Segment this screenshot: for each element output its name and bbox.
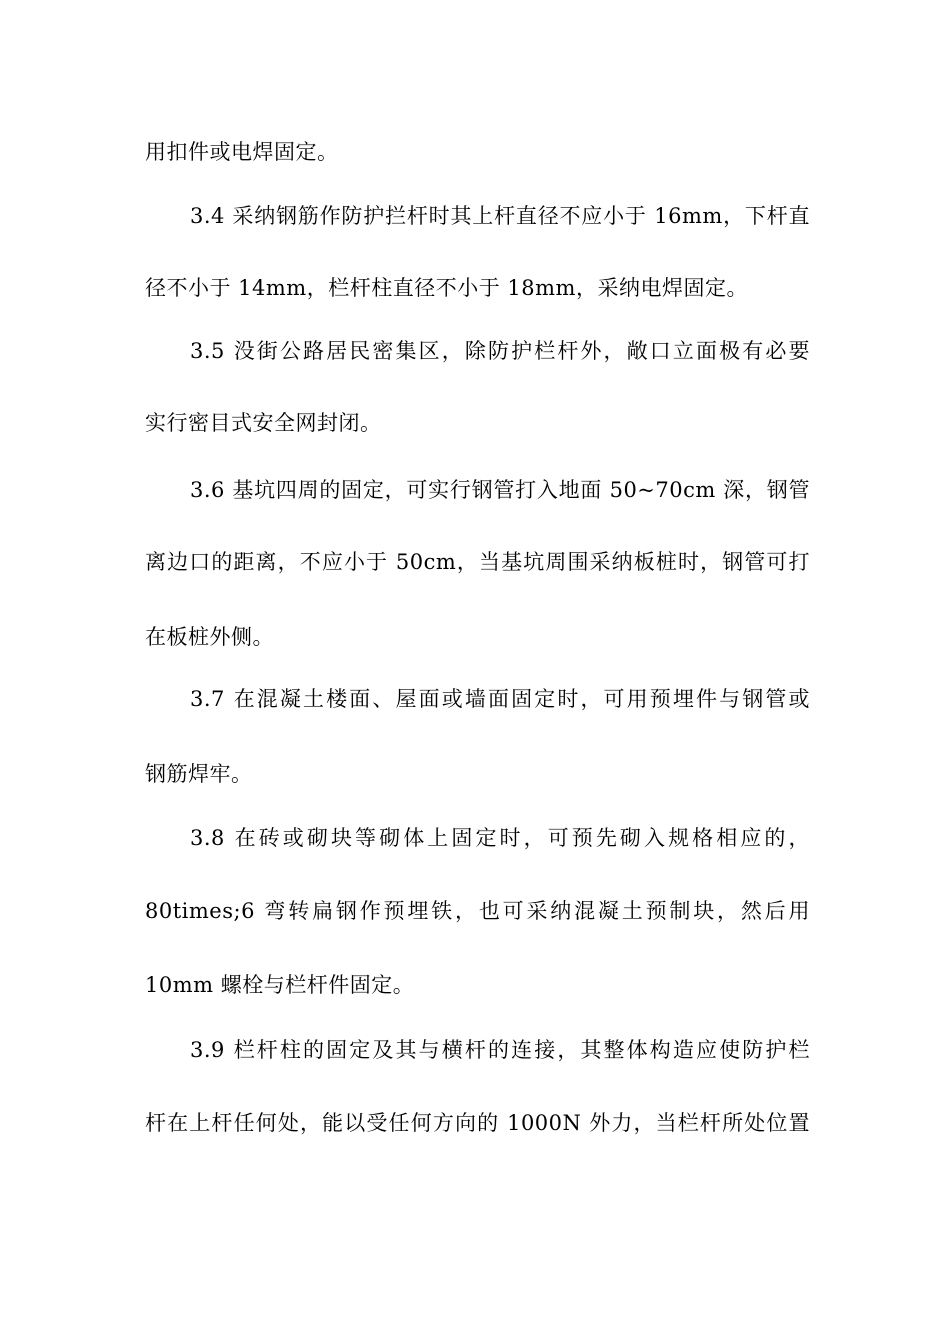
text-line: 实行密目式安全网封闭。 (145, 411, 382, 435)
text-line: 3.4 采纳钢筋作防护拦杆时其上杆直径不应小于 16mm，下杆直 (190, 204, 810, 228)
text-line: 钢筋焊牢。 (145, 762, 253, 786)
text-line: 3.8 在砖或砌块等砌体上固定时，可预先砌入规格相应的， (190, 826, 810, 850)
text-line: 用扣件或电焊固定。 (145, 140, 339, 164)
text-line: 3.5 没街公路居民密集区，除防护栏杆外，敞口立面极有必要 (190, 339, 810, 363)
text-line: 10mm 螺栓与栏杆件固定。 (145, 973, 415, 997)
text-line: 在板桩外侧。 (145, 625, 274, 649)
text-line: 离边口的距离，不应小于 50cm，当基坑周围采纳板桩时，钢管可打 (145, 550, 810, 574)
text-line: 3.7 在混凝土楼面、屋面或墙面固定时，可用预埋件与钢管或 (190, 687, 810, 711)
text-line: 径不小于 14mm，栏杆柱直径不小于 18mm，采纳电焊固定。 (145, 276, 748, 300)
text-line: 3.9 栏杆柱的固定及其与横杆的连接，其整体构造应使防护栏 (190, 1038, 810, 1062)
text-line: 80times;6 弯转扁钢作预埋铁，也可采纳混凝土预制块，然后用 (145, 899, 810, 923)
text-line: 杆在上杆任何处，能以受任何方向的 1000N 外力，当栏杆所处位置 (145, 1111, 810, 1135)
text-line: 3.6 基坑四周的固定，可实行钢管打入地面 50~70cm 深，钢管 (190, 478, 810, 502)
